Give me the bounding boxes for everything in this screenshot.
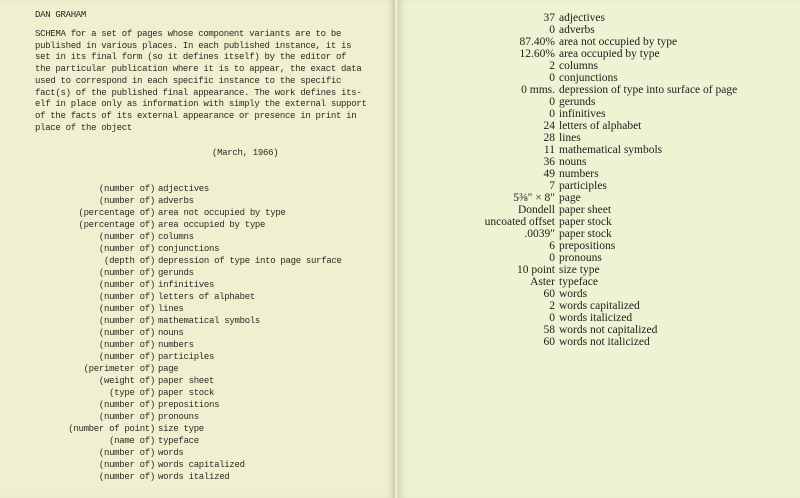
value-term: paper stock	[559, 216, 612, 228]
schema-term: participles	[158, 352, 215, 362]
value-term: page	[559, 192, 581, 204]
value-row	[399, 216, 800, 228]
paragraph-line: the particular publication where it is to appear, the exact data	[35, 64, 362, 75]
schema-row	[0, 471, 394, 483]
schema-term: numbers	[158, 340, 194, 350]
value-term: pronouns	[559, 252, 602, 264]
value-term: lines	[559, 132, 581, 144]
value-number: Dondell	[517, 204, 555, 216]
value-number: .0039"	[524, 228, 555, 240]
value-number: 12.60%	[519, 48, 555, 60]
value-term: adjectives	[559, 12, 605, 24]
schema-row	[0, 195, 394, 207]
value-term: letters of alphabet	[559, 120, 642, 132]
schema-row	[0, 231, 394, 243]
schema-term: paper sheet	[158, 376, 215, 386]
schema-qualifier: (number of point)	[68, 424, 155, 434]
value-number: 60	[543, 336, 555, 348]
value-term: numbers	[559, 168, 599, 180]
paragraph-line: place of the object	[35, 122, 132, 133]
value-row	[399, 324, 800, 336]
schema-term: page	[158, 364, 179, 374]
paragraph-line: published in various places. In each published instance, it is	[35, 40, 352, 51]
schema-qualifier: (number of)	[98, 340, 155, 350]
schema-row	[0, 219, 394, 231]
value-row	[399, 48, 800, 60]
value-row	[399, 252, 800, 264]
value-term: gerunds	[559, 96, 596, 108]
schema-term: letters of alphabet	[158, 292, 255, 302]
value-row	[399, 36, 800, 48]
value-row	[399, 144, 800, 156]
schema-term: conjunctions	[158, 244, 220, 254]
value-row	[399, 228, 800, 240]
value-term: area occupied by type	[559, 48, 660, 60]
value-row	[399, 108, 800, 120]
value-row	[399, 12, 800, 24]
value-number: 5⅜" × 8"	[513, 192, 555, 204]
value-number: Aster	[530, 276, 555, 288]
schema-qualifier: (name of)	[109, 436, 155, 446]
value-number: 0	[549, 96, 555, 108]
paragraph-line: elf in place only as information with simply the external support	[35, 99, 367, 110]
value-row	[399, 96, 800, 108]
value-row	[399, 300, 800, 312]
schema-row	[0, 411, 394, 423]
schema-term: gerunds	[158, 268, 194, 278]
schema-qualifier: (number of)	[98, 472, 155, 482]
schema-qualifier: (number of)	[98, 304, 155, 314]
schema-term: area occupied by type	[158, 220, 266, 230]
schema-row	[0, 339, 394, 351]
value-term: depression of type into surface of page	[559, 84, 738, 96]
paragraph-line: used to correspond in each specific instance to the specific	[35, 75, 342, 86]
schema-qualifier: (perimeter of)	[83, 364, 155, 374]
schema-qualifier: (number of)	[98, 232, 155, 242]
schema-qualifier: (weight of)	[98, 376, 155, 386]
value-row	[399, 204, 800, 216]
schema-row	[0, 183, 394, 195]
value-row	[399, 156, 800, 168]
schema-term: words capitalized	[158, 460, 245, 470]
value-row	[399, 132, 800, 144]
value-row	[399, 168, 800, 180]
values-list	[399, 12, 800, 348]
value-number: 0 mms.	[521, 84, 555, 96]
schema-qualifier: (number of)	[98, 328, 155, 338]
value-number: 0	[549, 72, 555, 84]
schema-qualifier: (percentage of)	[78, 220, 155, 230]
value-number: 0	[549, 24, 555, 36]
schema-row	[0, 363, 394, 375]
value-row	[399, 240, 800, 252]
value-row	[399, 276, 800, 288]
author-name: DAN GRAHAM	[35, 10, 87, 20]
value-term: infinitives	[559, 108, 606, 120]
value-term: words not italicized	[559, 336, 650, 348]
schema-qualifier: (number of)	[98, 352, 155, 362]
schema-row	[0, 375, 394, 387]
schema-term: nouns	[158, 328, 184, 338]
schema-row	[0, 447, 394, 459]
schema-row	[0, 315, 394, 327]
paragraph-line: SCHEMA for a set of pages whose component variants are to be	[35, 29, 342, 39]
schema-term: words	[158, 448, 184, 458]
value-row	[399, 180, 800, 192]
schema-qualifier: (percentage of)	[78, 208, 155, 218]
schema-row	[0, 267, 394, 279]
value-term: conjunctions	[559, 72, 618, 84]
value-number: 36	[543, 156, 555, 168]
left-page	[0, 0, 394, 498]
value-row	[399, 312, 800, 324]
value-term: typeface	[559, 276, 598, 288]
paragraph-line: fact(s) of the published final appearance. The work defines its-	[35, 87, 362, 98]
value-number: 0	[549, 312, 555, 324]
schema-qualifier: (number of)	[98, 280, 155, 290]
value-term: nouns	[559, 156, 587, 168]
schema-qualifier: (number of)	[98, 412, 155, 422]
schema-row	[0, 387, 394, 399]
value-term: columns	[559, 60, 598, 72]
schema-term: typeface	[158, 436, 199, 446]
schema-term: paper stock	[158, 388, 215, 398]
schema-row	[0, 243, 394, 255]
schema-row	[0, 435, 394, 447]
schema-qualifier: (number of)	[98, 400, 155, 410]
schema-term: depression of type into page surface	[158, 256, 342, 266]
value-number: 10 point	[516, 264, 555, 276]
schema-term: area not occupied by type	[158, 208, 286, 218]
value-number: 87.40%	[519, 36, 555, 48]
value-term: size type	[559, 264, 600, 276]
schema-row	[0, 459, 394, 471]
value-number: 2	[549, 60, 555, 72]
value-term: mathematical symbols	[559, 144, 663, 156]
value-term: participles	[559, 180, 607, 192]
value-row	[399, 336, 800, 348]
value-row	[399, 264, 800, 276]
schema-term: pronouns	[158, 412, 199, 422]
value-term: paper sheet	[559, 204, 612, 216]
schema-term: size type	[158, 424, 204, 434]
right-page	[399, 0, 800, 498]
schema-row	[0, 303, 394, 315]
schema-row	[0, 351, 394, 363]
schema-qualifier: (number of)	[98, 316, 155, 326]
schema-row	[0, 255, 394, 267]
value-term: adverbs	[559, 24, 595, 36]
schema-row	[0, 399, 394, 411]
value-term: prepositions	[559, 240, 616, 252]
value-term: words not capitalized	[559, 324, 658, 336]
value-number: 24	[543, 120, 555, 132]
schema-description	[35, 29, 367, 134]
schema-term: lines	[158, 304, 184, 314]
schema-qualifier: (depth of)	[103, 256, 155, 266]
schema-qualifier: (number of)	[98, 196, 155, 206]
paragraph-line: set in its final form (so it defines itself) by the editor of	[35, 52, 347, 63]
schema-row	[0, 291, 394, 303]
value-number: 28	[543, 132, 555, 144]
schema-qualifier: (type of)	[109, 388, 155, 398]
schema-row	[0, 207, 394, 219]
schema-term: prepositions	[158, 400, 220, 410]
schema-qualifier: (number of)	[98, 292, 155, 302]
value-term: words italicized	[559, 312, 633, 324]
value-number: 37	[543, 12, 555, 24]
value-number: uncoated offset	[484, 216, 555, 228]
schema-row	[0, 279, 394, 291]
schema-term: mathematical symbols	[158, 316, 261, 326]
value-number: 49	[543, 168, 555, 180]
schema-qualifier: (number of)	[98, 448, 155, 458]
value-number: 7	[549, 180, 555, 192]
value-row	[399, 288, 800, 300]
value-number: 0	[549, 108, 555, 120]
value-term: words capitalized	[559, 300, 640, 312]
schema-qualifier: (number of)	[98, 244, 155, 254]
value-number: 11	[543, 144, 555, 156]
schema-term: infinitives	[158, 280, 215, 290]
value-term: area not occupied by type	[559, 36, 678, 48]
value-row	[399, 192, 800, 204]
value-row	[399, 84, 800, 96]
schema-term: columns	[158, 232, 194, 242]
value-number: 6	[549, 240, 555, 252]
schema-row	[0, 327, 394, 339]
value-row	[399, 120, 800, 132]
value-number: 2	[549, 300, 555, 312]
value-number: 60	[543, 288, 555, 300]
schema-term: words italized	[158, 472, 230, 482]
schema-row	[0, 423, 394, 435]
schema-qualifier: (number of)	[98, 268, 155, 278]
value-term: words	[559, 288, 588, 300]
schema-list	[0, 183, 394, 483]
value-term: paper stock	[559, 228, 612, 240]
schema-qualifier: (number of)	[98, 460, 155, 470]
value-number: 0	[549, 252, 555, 264]
value-row	[399, 72, 800, 84]
paragraph-line: of the facts of its external appearance or presence in print in	[35, 110, 357, 121]
value-row	[399, 60, 800, 72]
schema-term: adjectives	[158, 184, 210, 194]
value-number: 58	[543, 324, 555, 336]
schema-qualifier: (number of)	[98, 184, 155, 194]
schema-term: adverbs	[158, 196, 194, 206]
value-row	[399, 24, 800, 36]
date-line: (March, 1966)	[212, 148, 279, 158]
